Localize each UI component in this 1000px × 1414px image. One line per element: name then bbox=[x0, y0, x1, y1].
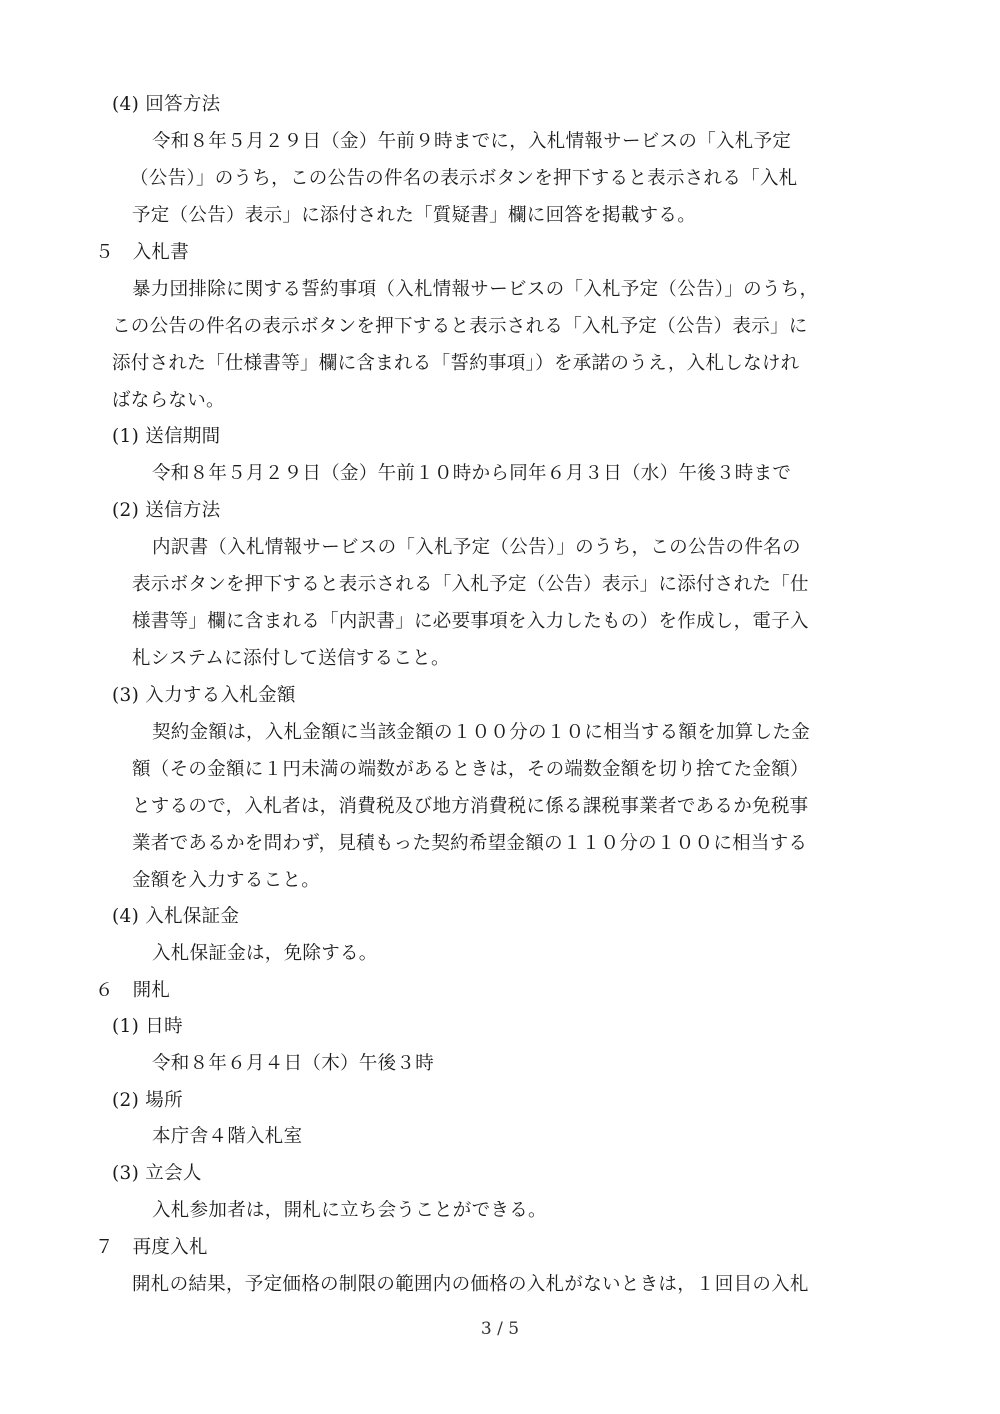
subheading-bid-bond: (4) 入札保証金 bbox=[112, 906, 240, 927]
paragraph-line: 内訳書（入札情報サービスの「入札予定（公告）」のうち，この公告の件名の bbox=[152, 537, 801, 558]
subheading-submission-method: (2) 送信方法 bbox=[112, 500, 221, 521]
section-heading-bid-document: ５ 入札書 bbox=[95, 242, 190, 263]
paragraph-line: 暴力団排除に関する誓約事項（入札情報サービスの「入札予定（公告）」のうち， bbox=[132, 279, 819, 300]
page-number: 3 / 5 bbox=[480, 1319, 520, 1339]
paragraph-line: 表示ボタンを押下すると表示される「入札予定（公告）表示」に添付された「仕 bbox=[132, 574, 809, 595]
subheading-bid-amount: (3) 入力する入札金額 bbox=[112, 685, 296, 706]
paragraph-line: この公告の件名の表示ボタンを押下すると表示される「入札予定（公告）表示」に bbox=[112, 316, 808, 337]
paragraph-line: 令和８年５月２９日（金）午前９時までに，入札情報サービスの「入札予定 bbox=[152, 131, 792, 152]
section-heading-rebid: ７ 再度入札 bbox=[95, 1237, 208, 1258]
subheading-submission-period: (1) 送信期間 bbox=[112, 426, 221, 447]
paragraph-line: ばならない。 bbox=[112, 390, 225, 411]
paragraph-line: 予定（公告）表示」に添付された「質疑書」欄に回答を掲載する。 bbox=[132, 205, 697, 226]
paragraph-line: 令和８年５月２９日（金）午前１０時から同年６月３日（水）午後３時まで bbox=[152, 463, 792, 484]
paragraph-line: 様書等」欄に含まれる「内訳書」に必要事項を入力したもの）を作成し，電子入 bbox=[132, 611, 809, 632]
subheading-location: (2) 場所 bbox=[112, 1090, 183, 1111]
paragraph-line: 令和８年６月４日（木）午後３時 bbox=[152, 1053, 435, 1074]
paragraph-line: 添付された「仕様書等」欄に含まれる「誓約事項」）を承諾のうえ，入札しなけれ bbox=[112, 353, 800, 374]
paragraph-line: 本庁舎４階入札室 bbox=[152, 1126, 303, 1147]
subheading-answer-method: (4) 回答方法 bbox=[112, 94, 221, 115]
section-heading-bid-opening: ６ 開札 bbox=[95, 980, 171, 1001]
paragraph-line: 開札の結果，予定価格の制限の範囲内の価格の入札がないときは，１回目の入札 bbox=[132, 1274, 809, 1295]
paragraph-line: とするので，入札者は，消費税及び地方消費税に係る課税事業者であるか免税事 bbox=[132, 796, 809, 817]
subheading-witness: (3) 立会人 bbox=[112, 1163, 202, 1184]
paragraph-line: 業者であるかを問わず，見積もった契約希望金額の１１０分の１００に相当する bbox=[132, 833, 808, 854]
paragraph-line: 入札参加者は，開札に立ち会うことができる。 bbox=[152, 1200, 547, 1221]
paragraph-line: 額（その金額に１円未満の端数があるときは，その端数金額を切り捨てた金額） bbox=[132, 759, 809, 780]
paragraph-line: 契約金額は，入札金額に当該金額の１００分の１０に相当する額を加算した金 bbox=[152, 722, 811, 743]
paragraph-line: 金額を入力すること。 bbox=[132, 870, 321, 891]
subheading-date-time: (1) 日時 bbox=[112, 1016, 183, 1037]
paragraph-line: （公告）」のうち，この公告の件名の表示ボタンを押下すると表示される「入札 bbox=[130, 168, 798, 189]
paragraph-line: 札システムに添付して送信すること。 bbox=[132, 648, 450, 669]
paragraph-line: 入札保証金は，免除する。 bbox=[152, 943, 378, 964]
